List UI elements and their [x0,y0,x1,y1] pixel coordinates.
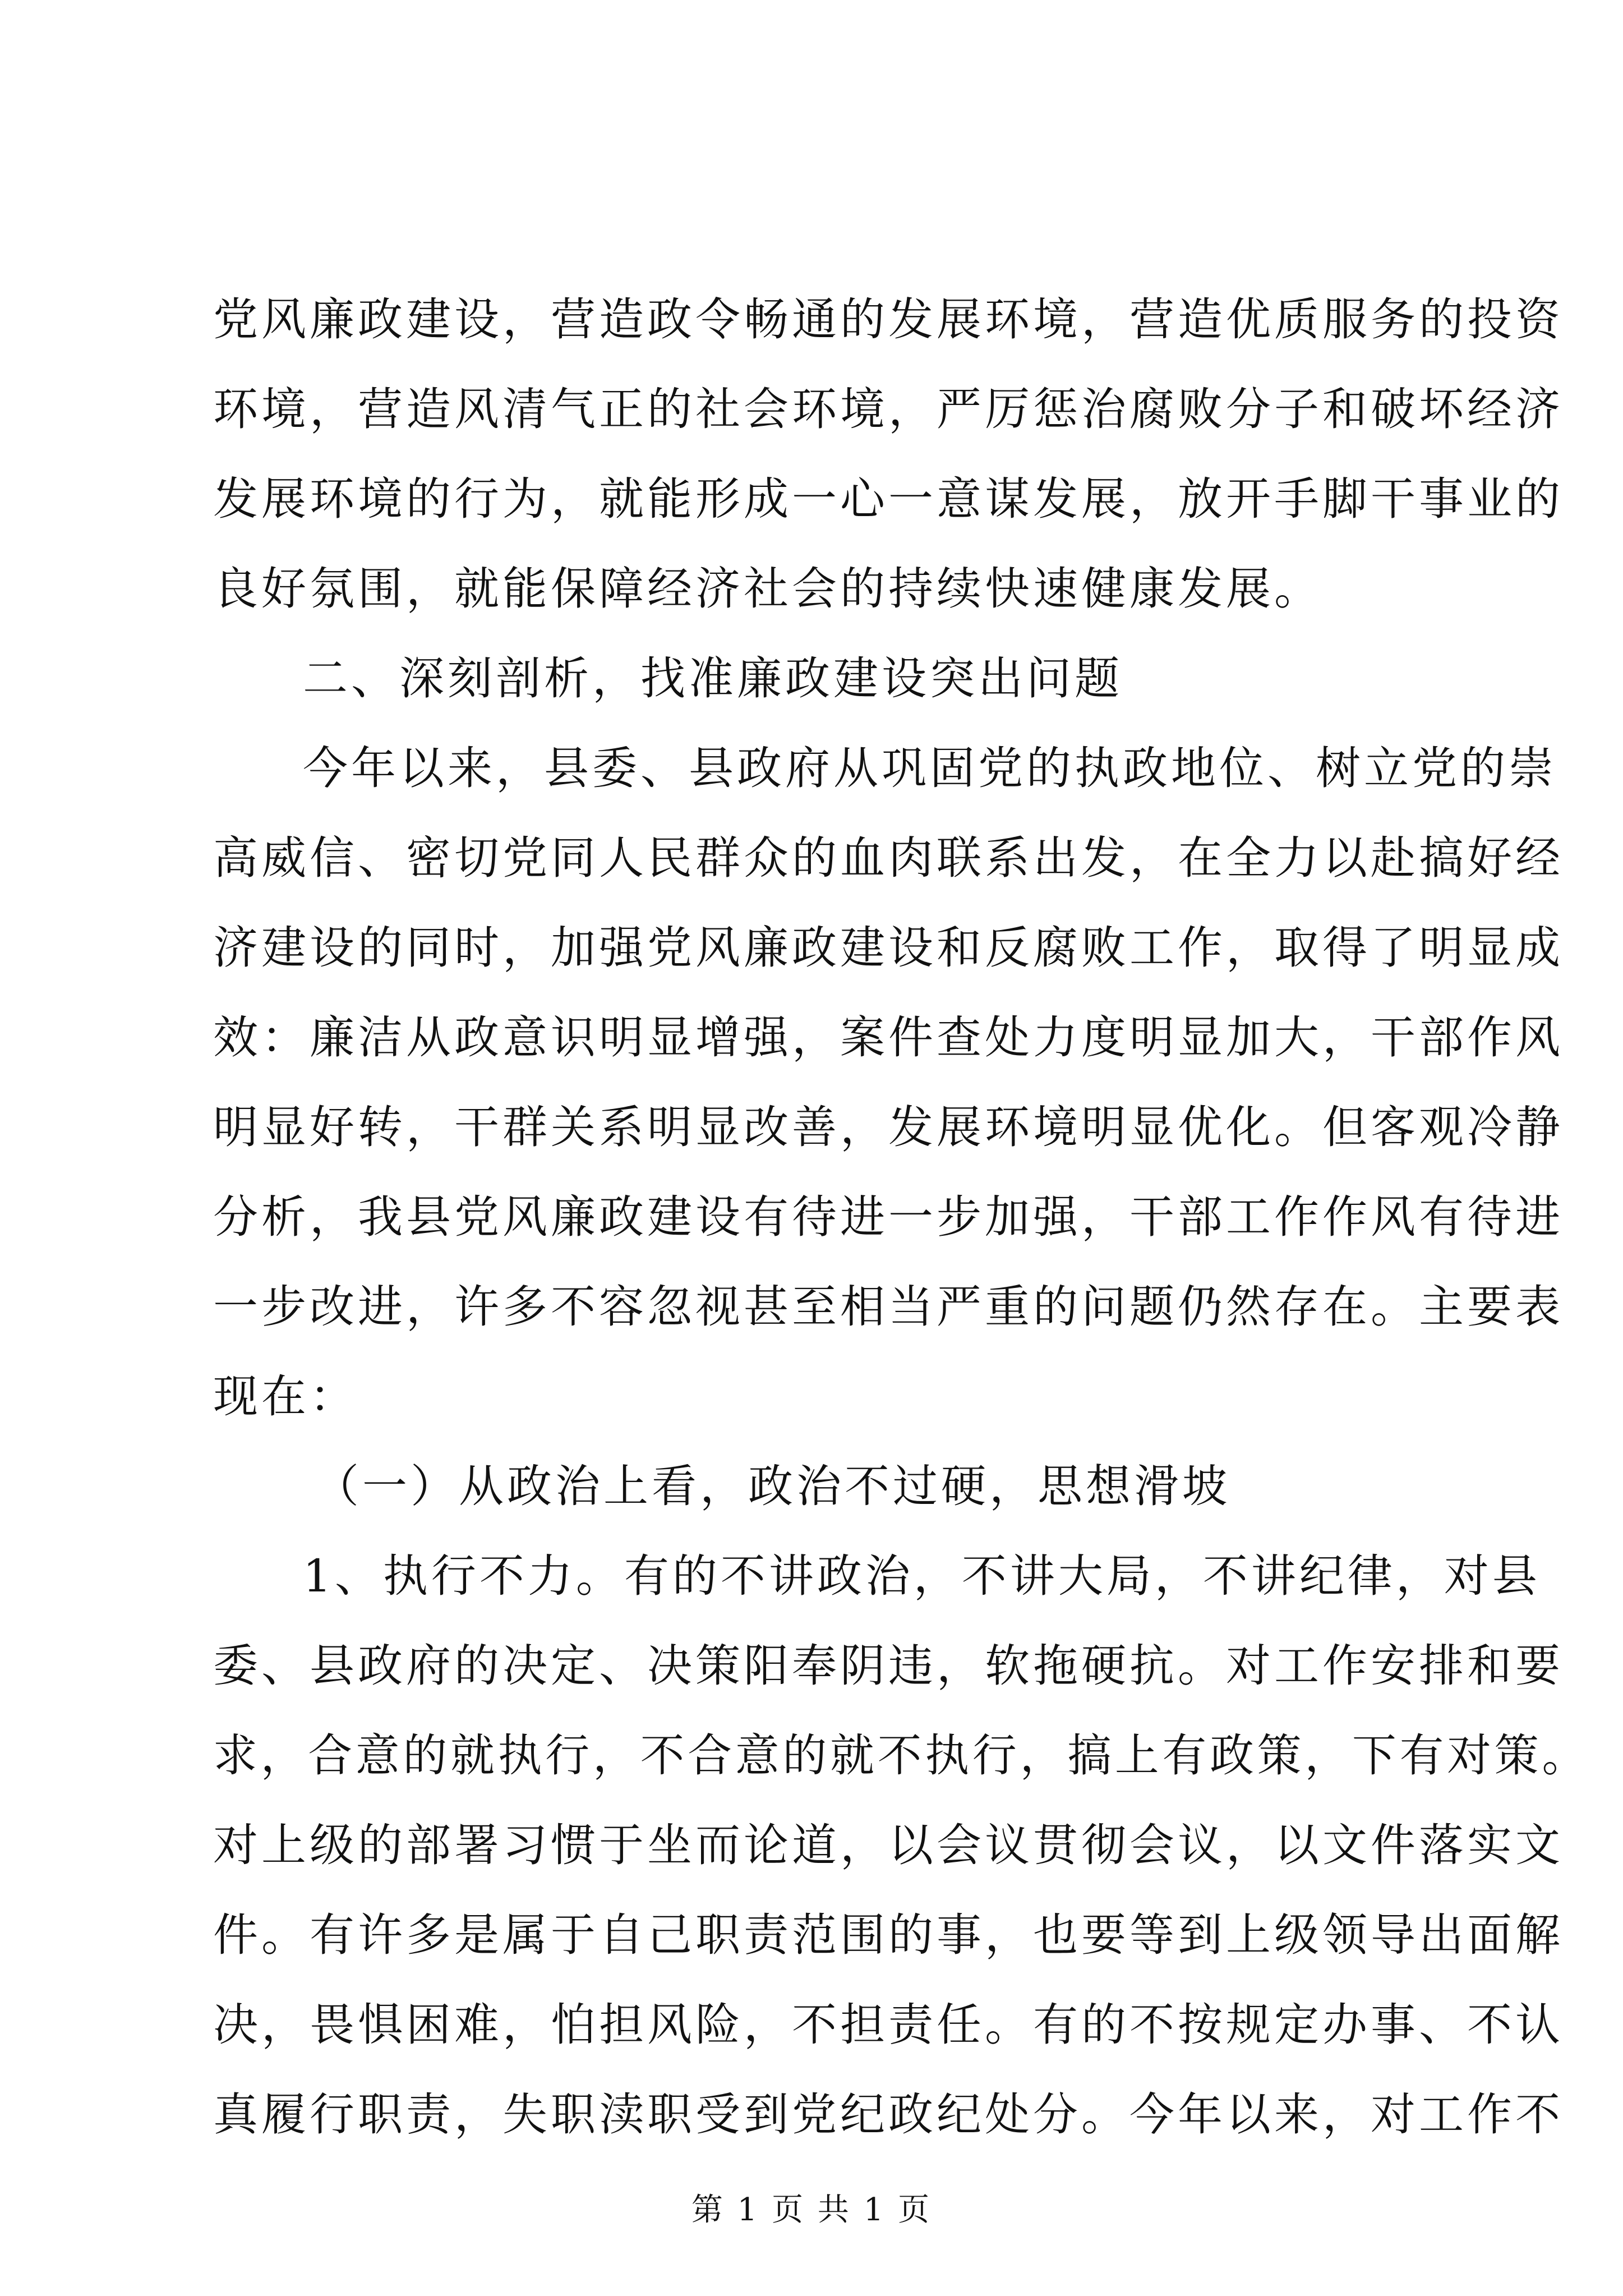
paragraph-line: 委、县政府的决定、决策阳奉阴违，软拖硬抗。对工作安排和要 [213,1640,1564,1692]
paragraph-line: 效：廉洁从政意识明显增强，案件查处力度明显加大，干部作风 [213,1011,1564,1064]
paragraph-line: 济建设的同时，加强党风廉政建设和反腐败工作，取得了明显成 [213,922,1564,974]
paragraph-line: 环境，营造风清气正的社会环境，严厉惩治腐败分子和破坏经济 [213,383,1564,435]
paragraph-line: 良好氛围，就能保障经济社会的持续快速健康发展。 [213,563,1322,615]
paragraph-line: 对上级的部署习惯于坐而论道，以会议贯彻会议，以文件落实文 [213,1819,1564,1871]
paragraph-line: 求，合意的就执行，不合意的就不执行，搞上有政策，下有对策。 [213,1729,1590,1782]
paragraph-line: 明显好转，干群关系明显改善，发展环境明显优化。但客观冷静 [213,1101,1564,1153]
paragraph-line: 党风廉政建设，营造政令畅通的发展环境，营造优质服务的投资 [213,293,1564,346]
paragraph-line: 决，畏惧困难，怕担风险，不担责任。有的不按规定办事、不认 [213,1999,1564,2051]
paragraph-line: 件。有许多是属于自己职责范围的事，也要等到上级领导出面解 [213,1909,1564,1961]
paragraph-line: 一步改进，许多不容忽视甚至相当严重的问题仍然存在。主要表 [213,1281,1564,1333]
paragraph-line: 今年以来，县委、县政府从巩固党的执政地位、树立党的崇 [303,742,1557,794]
paragraph-line: 分析，我县党风廉政建设有待进一步加强，干部工作作风有待进 [213,1191,1564,1243]
paragraph-line: 真履行职责，失职渎职受到党纪政纪处分。今年以来，对工作不 [213,2088,1564,2141]
paragraph-line: 高威信、密切党同人民群众的血肉联系出发，在全力以赴搞好经 [213,832,1564,884]
paragraph-line: 发展环境的行为，就能形成一心一意谋发展，放开手脚干事业的 [213,473,1564,525]
section-heading: 二、深刻剖析，找准廉政建设突出问题 [303,652,1123,705]
page-footer: 第 1 页 共 1 页 [691,2192,932,2228]
subsection-heading: （一）从政治上看，政治不过硬，思想滑坡 [314,1460,1230,1512]
paragraph-line: 1、执行不力。有的不讲政治，不讲大局，不讲纪律，对县 [303,1550,1541,1602]
paragraph-line: 现在： [213,1370,358,1423]
